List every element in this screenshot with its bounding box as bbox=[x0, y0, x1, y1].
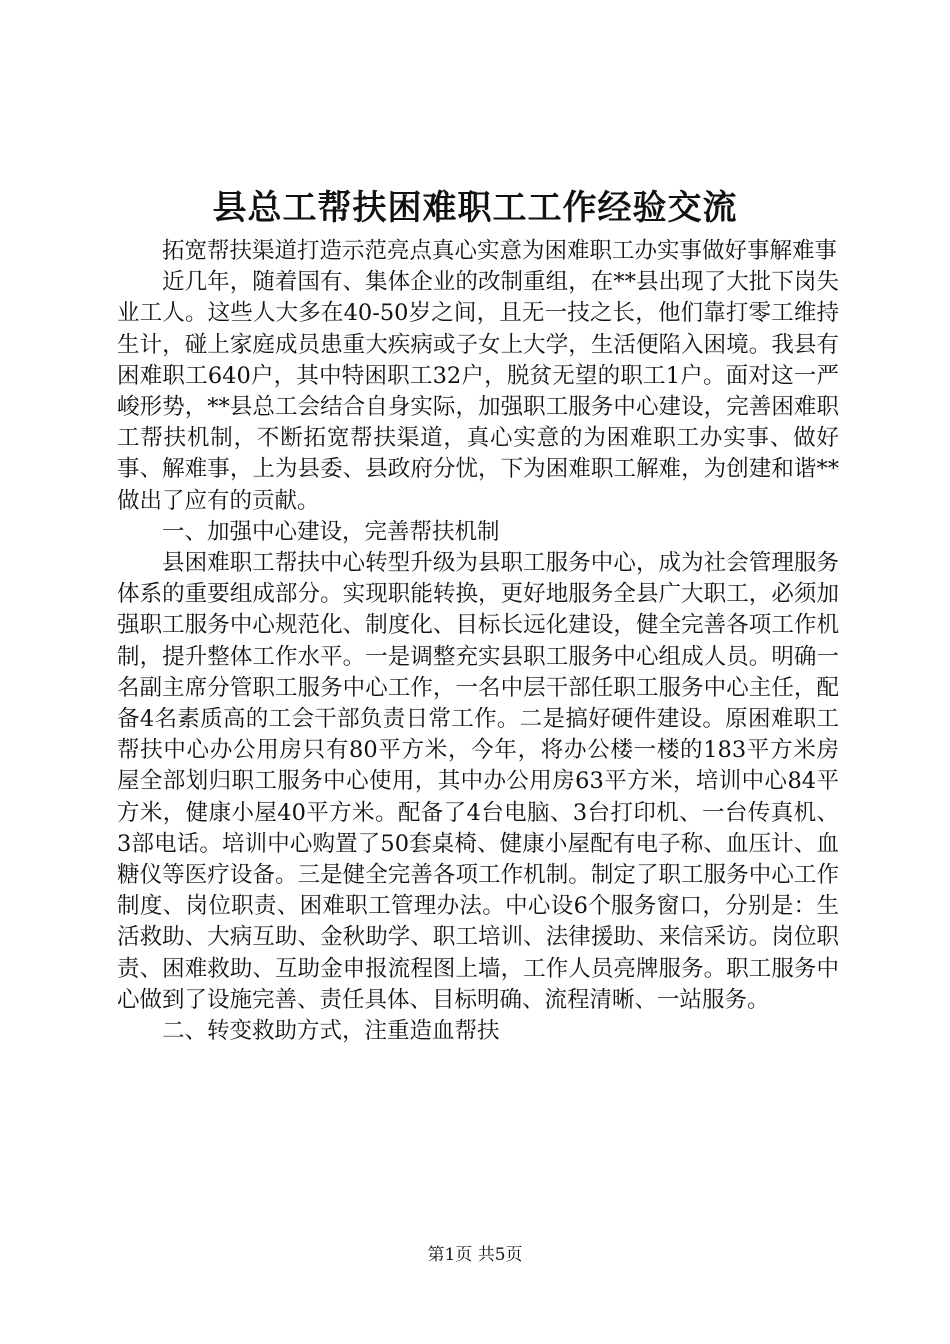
page-footer: 第1页 共5页 bbox=[427, 1245, 523, 1265]
document-title: 县总工帮扶困难职工工作经验交流 bbox=[212, 188, 738, 228]
section-heading-2: 二、转变救助方式，注重造血帮扶 bbox=[162, 1018, 500, 1045]
section-1-paragraph: 县困难职工帮扶中心转型升级为县职工服务中心，成为社会管理服务体系的重要组成部分。实现职能转换，更好地服务全县广大职工，必须加强职工服务中心规范化、制度化、目标长远化建设，健全完善各项工作机制，提升整体工作水平。一是调整充实县职工服务中心组成人员。明确一名副主席分管职工服务中心工作，一名中层干部任职工服务中心主任，配备4名素质高的工会干部负责日常工作。二是搞好硬件建设。原困难职工帮扶中心办公用房只有80平方米，今年，将办公楼一楼的183平方米房屋全部划归职工服务中心使用，其中办公用房63平方米，培训中心84平方米，健康小屋40平方米。配备了4台电脑、3台打印机、一台传真机、3部电话。培训中心购置了50套桌椅、健康小屋配有电子称、血压计、血糖仪等医疗设备。三是健全完善各项工作机制。制定了职工服务中心工作制度、岗位职责、困难职工管理办法。中心设6个服务窗口，分别是：生活救助、大病互助、金秋助学、职工培训、法律援助、来信采访。岗位职责、困难救助、互助金申报流程图上墙，工作人员亮牌服务。职工服务中心做到了设施完善、责任具体、目标明确、流程清晰、一站服务。 bbox=[117, 550, 839, 1013]
section-heading-1: 一、加强中心建设，完善帮扶机制 bbox=[162, 518, 500, 545]
intro-paragraph: 近几年，随着国有、集体企业的改制重组，在**县出现了大批下岗失业工人。这些人大多在40-50岁之间，且无一技之长，他们靠打零工维持生计，碰上家庭成员患重大疾病或子女上大学，生活便陷入困境。我县有困难职工640户，其中特困职工32户，脱贫无望的职工1户。面对这一严峻形势，**县总工会结合自身实际，加强职工服务中心建设，完善困难职工帮扶机制，不断拓宽帮扶渠道，真心实意的为困难职工办实事、做好事、解难事，上为县委、县政府分忧，下为困难职工解难，为创建和谐**做出了应有的贡献。 bbox=[117, 269, 839, 514]
subtitle-paragraph: 拓宽帮扶渠道打造示范亮点真心实意为困难职工办实事做好事解难事 bbox=[162, 238, 838, 264]
document-body bbox=[117, 236, 839, 1047]
